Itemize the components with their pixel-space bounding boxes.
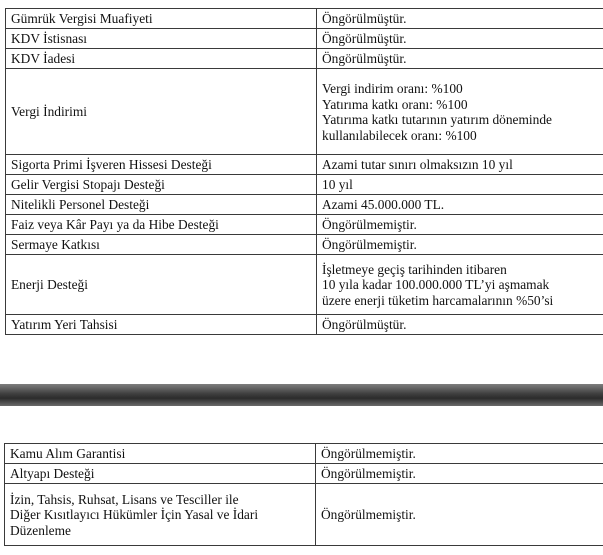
- table-row: [5, 444, 603, 464]
- row-value: Öngörülmüştür.: [317, 9, 603, 29]
- row-label: Gümrük Vergisi Muafiyeti: [6, 9, 317, 29]
- row-label: Altyapı Desteği: [5, 464, 316, 484]
- row-label: Sermaye Katkısı: [6, 235, 317, 255]
- value-line: İşletmeye geçiş tarihinden itibaren: [322, 261, 507, 277]
- table-row: [6, 69, 603, 155]
- table-row: [5, 464, 603, 484]
- row-label: Sigorta Primi İşveren Hissesi Desteği: [6, 155, 317, 175]
- row-value: Öngörülmemiştir.: [316, 444, 603, 464]
- table-row: [6, 29, 603, 49]
- table-row: [6, 195, 603, 215]
- value-line: kullanılabilecek oranı: %100: [322, 127, 477, 143]
- row-value: [317, 255, 603, 315]
- table-row: [6, 315, 603, 335]
- value-line: Yatırıma katkı tutarının yatırım döneminde: [322, 112, 552, 127]
- table-row: [6, 215, 603, 235]
- row-label: Kamu Alım Garantisi: [5, 444, 316, 464]
- row-label: KDV İadesi: [6, 49, 317, 69]
- table-row: [6, 235, 603, 255]
- row-label: Nitelikli Personel Desteği: [6, 195, 317, 215]
- row-value: Öngörülmüştür.: [317, 29, 603, 49]
- row-value: Öngörülmüştür.: [317, 315, 603, 335]
- row-value: Azami 45.000.000 TL.: [317, 195, 603, 215]
- row-value: Öngörülmemiştir.: [316, 484, 603, 546]
- table-row: [6, 175, 603, 195]
- value-line: üzere enerji tüketim harcamalarının %50’si: [322, 292, 554, 308]
- table-row: [5, 484, 603, 546]
- table-row: [6, 255, 603, 315]
- row-value: Öngörülmüştür.: [317, 49, 603, 69]
- row-value: [317, 69, 603, 155]
- row-value: Öngörülmemiştir.: [317, 215, 603, 235]
- label-line: Düzenleme: [10, 522, 71, 538]
- support-table-top: [5, 8, 603, 335]
- label-line: İzin, Tahsis, Ruhsat, Lisans ve Tesciller ile: [10, 491, 239, 507]
- support-table-bottom: [4, 443, 603, 546]
- row-value: Öngörülmemiştir.: [317, 235, 603, 255]
- row-label: Enerji Desteği: [6, 255, 317, 315]
- label-line: Diğer Kısıtlayıcı Hükümler İçin Yasal ve İdari: [10, 507, 259, 523]
- row-value: 10 yıl: [317, 175, 603, 195]
- row-label: KDV İstisnası: [6, 29, 317, 49]
- page-divider: [0, 384, 603, 406]
- row-label: Vergi İndirimi: [6, 69, 317, 155]
- value-line: Yatırıma katkı oranı: %100: [322, 96, 468, 112]
- table-row: [6, 49, 603, 69]
- row-label: Faiz veya Kâr Payı ya da Hibe Desteği: [6, 215, 317, 235]
- table-row: [6, 155, 603, 175]
- row-label: Gelir Vergisi Stopajı Desteği: [6, 175, 317, 195]
- value-line: Vergi indirim oranı: %100: [322, 81, 463, 96]
- row-value: Azami tutar sınırı olmaksızın 10 yıl: [317, 155, 603, 175]
- value-line: 10 yıla kadar 100.000.000 TL’yi aşmamak: [322, 277, 550, 293]
- row-label: Yatırım Yeri Tahsisi: [6, 315, 317, 335]
- row-label: [5, 484, 316, 546]
- table-row: [6, 9, 603, 29]
- row-value: Öngörülmemiştir.: [316, 464, 603, 484]
